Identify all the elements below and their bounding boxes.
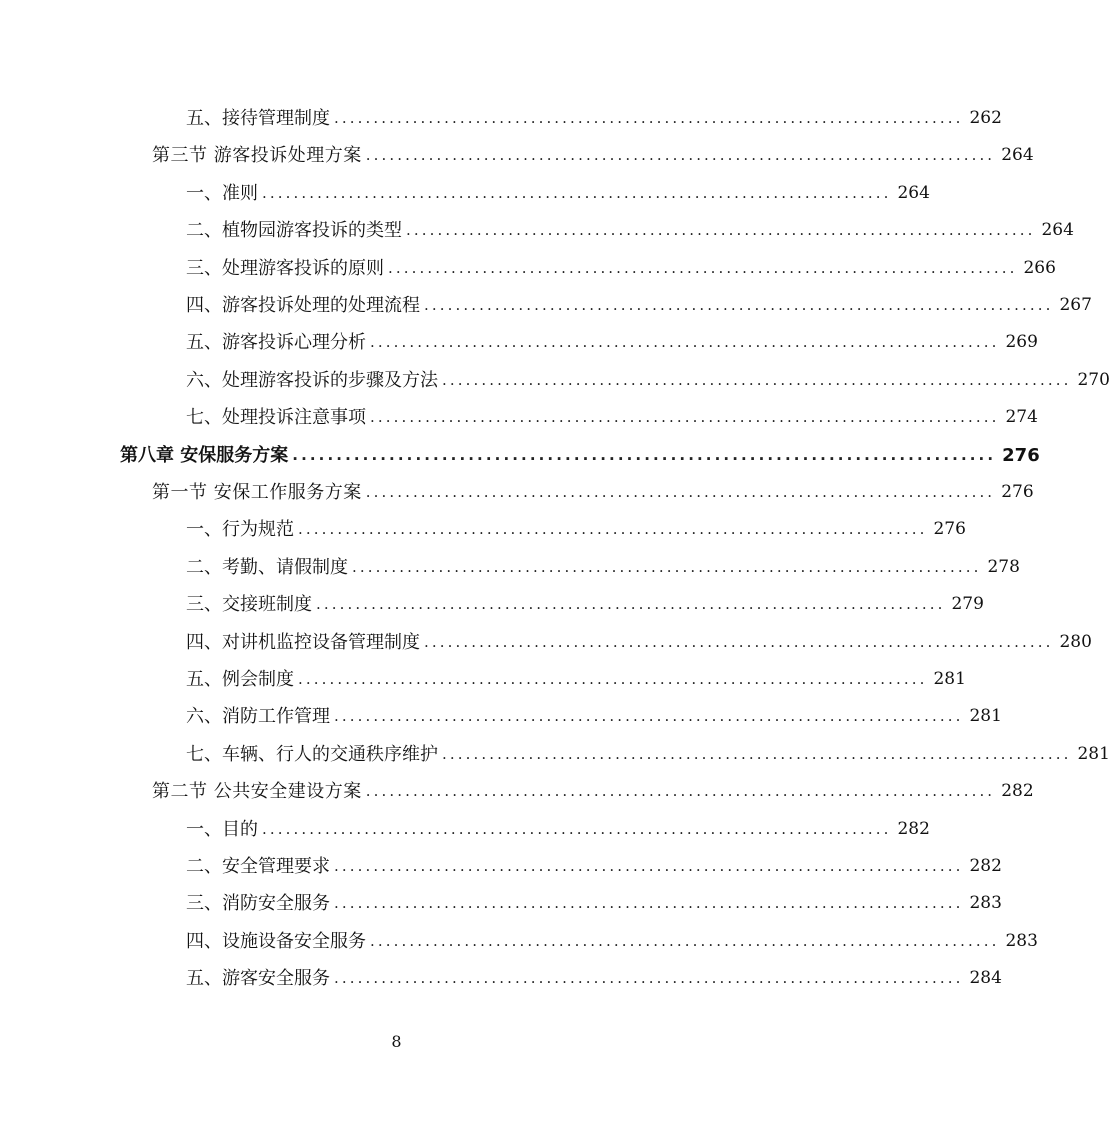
toc-entry-label: 一、目的 xyxy=(186,818,258,840)
toc-entry-page: 283 xyxy=(1005,930,1038,951)
toc-entry-page: 284 xyxy=(969,968,1002,989)
toc-entry-page: 281 xyxy=(1077,743,1110,764)
toc-item-entry xyxy=(186,324,1038,361)
toc-entry-label: 四、对讲机监控设备管理制度 xyxy=(186,631,420,653)
toc-section-entry xyxy=(152,474,1034,511)
toc-entry-label: 七、车辆、行人的交通秩序维护 xyxy=(186,743,438,765)
toc-item-entry xyxy=(186,698,1002,735)
toc-entry-label: 六、处理游客投诉的步骤及方法 xyxy=(186,369,438,391)
toc-entry-page: 282 xyxy=(897,818,930,839)
toc-item-entry xyxy=(186,736,1110,773)
toc-entry-label: 第二节 公共安全建设方案 xyxy=(152,781,362,803)
toc-entry-page: 266 xyxy=(1023,257,1056,278)
toc-entry-label: 第一节 安保工作服务方案 xyxy=(152,482,362,503)
toc-entry-label: 一、行为规范 xyxy=(186,519,294,541)
toc-dot-leader: ................................................................................ xyxy=(298,520,928,539)
toc-dot-leader: ................................................................................ xyxy=(424,296,1054,314)
toc-entry-page: 276 xyxy=(933,519,966,540)
toc-dot-leader: ................................................................................ xyxy=(442,744,1072,763)
toc-item-entry xyxy=(186,399,1038,436)
toc-dot-leader: ................................................................................ xyxy=(388,258,1018,277)
toc-dot-leader: ................................................................................ xyxy=(406,221,1036,240)
toc-entry-label: 一、准则 xyxy=(186,182,258,204)
toc-dot-leader: ................................................................................ xyxy=(365,782,996,801)
toc-entry-page: 269 xyxy=(1005,332,1038,353)
toc-entry-label: 五、例会制度 xyxy=(186,669,294,690)
toc-item-entry xyxy=(186,511,966,548)
toc-dot-leader: ................................................................................ xyxy=(442,370,1072,389)
toc-dot-leader: ................................................................................ xyxy=(370,333,1000,352)
toc-item-entry xyxy=(186,885,1002,922)
toc-item-entry xyxy=(186,586,984,623)
toc-entry-label: 三、交接班制度 xyxy=(186,594,312,616)
toc-item-entry xyxy=(186,287,1092,324)
toc-entry-label: 四、设施设备安全服务 xyxy=(186,930,366,952)
toc-item-entry xyxy=(186,362,1110,399)
toc-entry-page: 281 xyxy=(933,669,966,689)
toc-entry-page: 274 xyxy=(1005,407,1038,428)
toc-entry-page: 278 xyxy=(987,556,1020,577)
toc-dot-leader: ................................................................................ xyxy=(334,894,964,913)
toc-dot-leader: ................................................................................ xyxy=(298,670,928,688)
toc-entry-label: 四、游客投诉处理的处理流程 xyxy=(186,295,420,316)
toc-entry-page: 264 xyxy=(1041,220,1074,241)
toc-dot-leader: ................................................................................ xyxy=(292,445,997,464)
toc-entry-page: 279 xyxy=(951,594,984,615)
toc-dot-leader: ................................................................................ xyxy=(365,483,996,501)
toc-entry-label: 二、考勤、请假制度 xyxy=(186,556,348,578)
toc-item-entry xyxy=(186,960,1002,997)
toc-entry-label: 五、游客投诉心理分析 xyxy=(186,332,366,354)
toc-entry-page: 283 xyxy=(969,893,1002,914)
toc-dot-leader: ................................................................................ xyxy=(334,109,964,127)
toc-dot-leader: ................................................................................ xyxy=(370,408,1000,427)
toc-entry-label: 三、处理游客投诉的原则 xyxy=(186,257,384,279)
toc-item-entry xyxy=(186,100,1002,137)
toc-dot-leader: ................................................................................ xyxy=(262,819,892,838)
toc-item-entry xyxy=(186,923,1038,960)
toc-dot-leader: ................................................................................ xyxy=(316,595,946,614)
toc-entry-label: 五、接待管理制度 xyxy=(186,108,330,129)
toc-dot-leader: ................................................................................ xyxy=(334,969,964,988)
toc-entry-page: 264 xyxy=(1001,145,1034,166)
toc-item-entry xyxy=(186,811,930,848)
toc-item-entry xyxy=(186,549,1020,586)
toc-item-entry xyxy=(186,848,1002,885)
toc-dot-leader: ................................................................................ xyxy=(262,183,892,202)
toc-entry-page: 282 xyxy=(1001,781,1034,802)
toc-entry-page: 270 xyxy=(1077,369,1110,390)
toc-entry-label: 七、处理投诉注意事项 xyxy=(186,407,366,429)
toc-entry-page: 267 xyxy=(1059,295,1092,315)
toc-entry-label: 二、植物园游客投诉的类型 xyxy=(186,220,402,242)
toc-entry-label: 二、安全管理要求 xyxy=(186,856,330,877)
toc-item-entry xyxy=(186,175,930,212)
toc-entry-label: 五、游客安全服务 xyxy=(186,968,330,990)
toc-entry-page: 276 xyxy=(1002,444,1040,466)
toc-item-entry xyxy=(186,661,966,698)
toc-entry-page: 262 xyxy=(969,108,1002,128)
toc-chapter-entry xyxy=(120,437,1040,474)
toc-entry-page: 264 xyxy=(897,182,930,203)
toc-entry-label: 六、消防工作管理 xyxy=(186,706,330,728)
toc-entry-page: 281 xyxy=(969,706,1002,727)
toc-dot-leader: ................................................................................ xyxy=(334,857,964,875)
toc-section-entry xyxy=(152,137,1034,174)
toc-entry-label: 第八章 安保服务方案 xyxy=(120,444,289,466)
toc-dot-leader: ................................................................................ xyxy=(365,146,996,165)
toc-dot-leader: ................................................................................ xyxy=(424,632,1054,651)
toc-entry-page: 276 xyxy=(1001,482,1034,502)
toc-dot-leader: ................................................................................ xyxy=(370,931,1000,950)
toc-entry-page: 282 xyxy=(969,856,1002,876)
toc-dot-leader: ................................................................................ xyxy=(334,707,964,726)
toc-entry-page: 280 xyxy=(1059,631,1092,652)
toc-section-entry xyxy=(152,773,1034,810)
toc-item-entry xyxy=(186,212,1074,249)
toc-dot-leader: ................................................................................ xyxy=(352,557,982,576)
toc-entry-label: 第三节 游客投诉处理方案 xyxy=(152,145,362,167)
toc-item-entry xyxy=(186,250,1056,287)
toc-item-entry xyxy=(186,624,1092,661)
page-number: 8 xyxy=(391,1032,402,1051)
toc-entry-label: 三、消防安全服务 xyxy=(186,893,330,915)
